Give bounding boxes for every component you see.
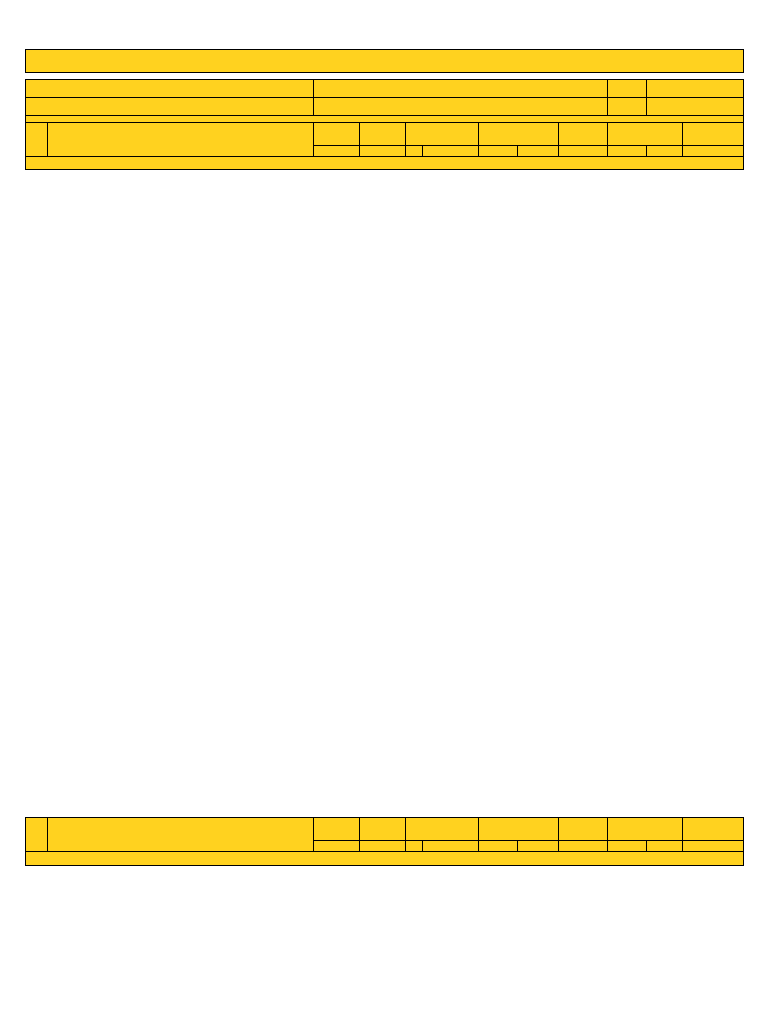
hdr-sub-satuan2 xyxy=(423,146,479,157)
sheet-part-3 xyxy=(25,817,743,866)
bkj-label xyxy=(608,98,647,116)
nama-jabatan xyxy=(26,80,314,98)
hdr-jenis-2 xyxy=(314,818,360,841)
hdr-sub-lama xyxy=(479,146,518,157)
hdr-frekuensi-2 xyxy=(406,818,479,841)
hdr-sub-nilai-2 xyxy=(608,841,647,852)
section-tugas-tambahan xyxy=(26,852,744,866)
hdr-frekuensi xyxy=(406,123,479,146)
form-table-top xyxy=(25,49,744,170)
hdr-sub-satuan-2 xyxy=(360,841,406,852)
hdr-sub-menit-2 xyxy=(518,841,559,852)
hdr-faktor xyxy=(608,123,683,146)
hdr-sub-satuan2-2 xyxy=(423,841,479,852)
hdr-satuan-hasil-2 xyxy=(360,818,406,841)
hdr-ws-total xyxy=(559,123,608,146)
bki-value xyxy=(647,80,744,98)
hdr-waktu-siklus-2 xyxy=(479,818,559,841)
hdr-sub-frek xyxy=(406,146,423,157)
hdr-satuan-hasil xyxy=(360,123,406,146)
hdr-faktor-2 xyxy=(608,818,683,841)
hdr-sub-frek-2 xyxy=(406,841,423,852)
hdr-sub-mnt2 xyxy=(683,146,744,157)
instansi xyxy=(314,98,608,116)
unit-kerja xyxy=(314,80,608,98)
hdr-waktu-normal-2 xyxy=(683,818,744,841)
nama-pemegang xyxy=(26,98,314,116)
hdr-sub-mnt2-2 xyxy=(683,841,744,852)
hdr-sub-mnt xyxy=(559,146,608,157)
hdr-tugas xyxy=(48,123,314,157)
form-table-bottom xyxy=(25,817,744,866)
section-tugas-pokok xyxy=(26,157,744,170)
hdr-sub-jenis xyxy=(314,146,360,157)
hdr-jenis xyxy=(314,123,360,146)
hdr-waktu-siklus xyxy=(479,123,559,146)
bki-label xyxy=(608,80,647,98)
hdr-sub-menit xyxy=(518,146,559,157)
hdr-sub-p xyxy=(647,146,683,157)
hdr-sub-p-2 xyxy=(647,841,683,852)
hdr-sub-nilai xyxy=(608,146,647,157)
hdr-sub-satuan xyxy=(360,146,406,157)
hdr-ws-total-2 xyxy=(559,818,608,841)
hdr-waktu-normal xyxy=(683,123,744,146)
hdr-no-2 xyxy=(26,818,48,852)
form-title xyxy=(26,50,744,73)
hdr-tugas-2 xyxy=(48,818,314,852)
fungsi-jabatan xyxy=(26,116,744,123)
sheet-part-1 xyxy=(25,49,743,170)
bkj-value xyxy=(647,98,744,116)
hdr-no xyxy=(26,123,48,157)
hdr-sub-lama-2 xyxy=(479,841,518,852)
hdr-sub-jenis-2 xyxy=(314,841,360,852)
hdr-sub-mnt-2 xyxy=(559,841,608,852)
